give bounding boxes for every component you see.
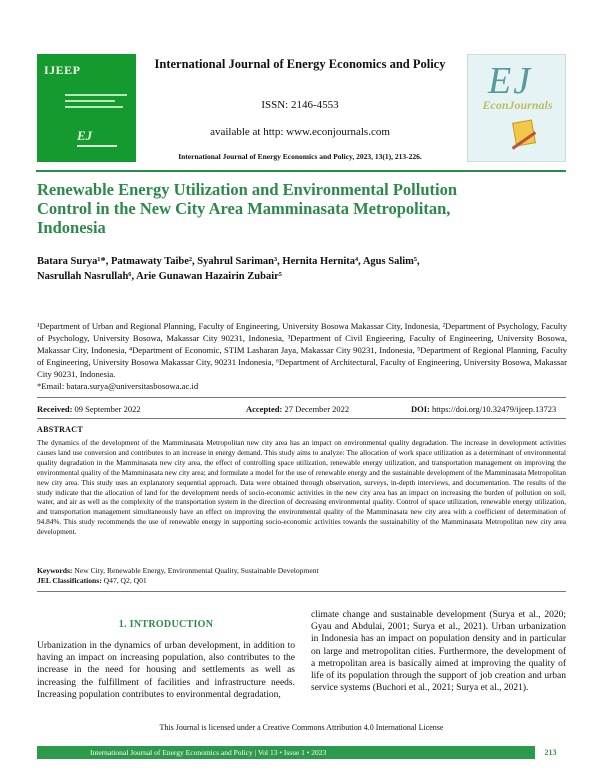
abstract-text: The dynamics of the development of the Mamminasata Metropolitan new city area has an impact on environmental quality degradation. The increase in development activities causes land use conversion and contributes to an increase in energy demand. This study aims to analyze: The allocation of work space utilization as a determinant of environmental quality degradation in the Mamminasata new city area, the effect of controlling space utilization, renewable energy utilization, and transportation management on improving the environmental quality of the Mamminasata new city area; and formulate a model for the use of renewable energy and the sustainable development of the Mamminasata Metropolitan new city area. This study uses an explanatory sequential approach. Data were obtained through observation, surveys, in-depth interviews, and documentation. The results of the study indicate that the allocation of land for the development needs of socio-economic activities in the new city area has an impact on increasing the burden of pollution on soil, water, and air as well as the complexity of the transportation system in the direction of decreasing environmental quality. Control of space utilization, renewable energy utilization, and transportation management simultaneously have an effect on improving the environmental quality of the Mamminasata new city area with a coefficient of determination of 94.84%. This study recommends the use of renewable energy in supporting socio-economic activities towards the sustainability of the Mamminasata Metropolitan new city area development. [37, 438, 566, 537]
running-footer: International Journal of Energy Economics and Policy | Vol 13 • Issue 1 • 2023 [90, 748, 327, 757]
journal-name: International Journal of Energy Economics and Policy [154, 57, 446, 71]
accepted-value: 27 December 2022 [284, 404, 350, 414]
cover-decor-bar [77, 145, 117, 147]
abstract-heading: ABSTRACT [37, 425, 83, 434]
citation: International Journal of Energy Economics and Policy, 2023, 13(1), 213-226. [178, 152, 422, 161]
received-label: Received: [37, 404, 73, 414]
issn: ISSN: 2146-4553 [261, 99, 339, 111]
keywords: New City, Renewable Energy, Environmental Quality, Sustainable Development [74, 566, 319, 575]
license-note: This Journal is licensed under a Creative Commons Attribution 4.0 International License [159, 723, 444, 732]
journal-cover-thumbnail [37, 54, 136, 162]
keywords-line [37, 566, 566, 576]
keywords-block [37, 566, 566, 586]
affiliations-block [37, 320, 567, 392]
logo-brand: EconJournals [482, 98, 553, 112]
meta-divider [37, 418, 566, 419]
cover-title: IJEEP [44, 63, 81, 77]
authors-line: Nasrullah Nasrullah⁶, Arie Gunawan Hazairin Zubair⁵ [37, 271, 282, 282]
jel-line [37, 576, 566, 586]
section-heading: 1. INTRODUCTION [118, 619, 214, 630]
cover-decor-line [65, 100, 115, 102]
doi-link[interactable]: https://doi.org/10.32479/ijeep.13723 [432, 404, 557, 414]
meta-divider [37, 397, 566, 398]
intro-right-column: climate change and sustainable development (Surya et al., 2020; Gyau and Abdulai, 2001; Surya et al., 2021). Urban urbanization in Indonesia has an impact on population density and in particular on large and metropolitan cities. Furthermore, the development of a metropolitan area is basically aimed at improving the quality of life of its population through the support of job creation and urban service systems (Buchori et al., 2021; Surya et al., 2021). [311, 610, 566, 694]
body-divider [37, 591, 566, 592]
received-value: 09 September 2022 [74, 404, 141, 414]
affiliations: ¹Department of Urban and Regional Planning, Faculty of Engineering, University Bosowa Makassar City, Indonesia, ²Department of Psychology, Faculty of Psychology, University Bosowa, Makassar City 90231, Indonesia, ³Department of Civil Engieering, Faculty of Engineering, University Bosowa, Makassar City, Indonesia, ⁴Department of Economic, STIM Lasharan Jaya, Makassar City 90231, Indonesia, ⁵Department of Regional Planning, Faculty of Engineering, University Bosowa Makassar City, 90231 Indonesia, ⁶Department of Architectural, Faculty of Engineering, University Bosowa, Makassar City 90231, Indonesia. [37, 321, 567, 379]
logo-letters: EJ [488, 60, 533, 102]
article-title: Renewable Energy Utilization and Environmental Pollution Control in the New City Area Mamminasata Metropolitan, Indonesia [37, 180, 458, 237]
authors [37, 254, 557, 284]
accepted-label: Accepted: [246, 404, 283, 414]
cover-decor-line [65, 94, 127, 96]
keywords-label: Keywords: [37, 566, 73, 575]
received-date [37, 404, 141, 414]
doi [411, 404, 556, 414]
cover-ej-mark: EJ [77, 128, 93, 143]
authors-line: Batara Surya¹*, Patmawaty Taibe², Syahrul Sariman³, Hernita Hernita⁴, Agus Salim⁵, [37, 256, 420, 267]
cover-decor-line [65, 106, 123, 108]
jel-codes: Q47, Q2, Q01 [103, 576, 147, 585]
intro-left-column: Urbanization in the dynamics of urban development, in addition to having an impact on increasing population, also contributes to the increase in the need for housing and settlements as well as increasing the fulfillment of facilities and infrastructure needs. Increasing population contributes to environmental degradation, [37, 641, 295, 700]
accepted-date [246, 404, 349, 414]
econjournals-logo [467, 54, 566, 162]
header-divider [36, 170, 566, 172]
corresponding-email[interactable]: *Email: batara.surya@universitasbosowa.ac.id [37, 381, 199, 391]
doi-label: DOI: [411, 404, 430, 414]
jel-label: JEL Classifications: [37, 576, 102, 585]
page-number: 213 [535, 746, 566, 759]
availability-link[interactable]: available at http: www.econjournals.com [210, 126, 390, 138]
